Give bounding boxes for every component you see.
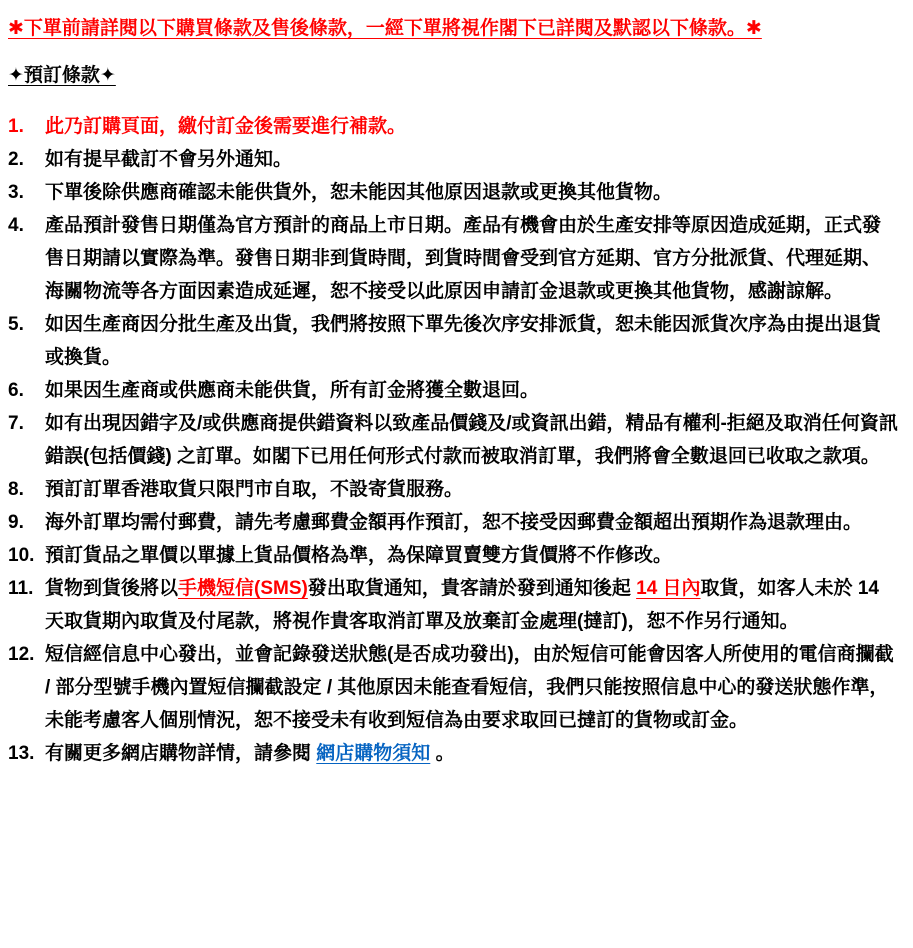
term-text: [45, 143, 899, 176]
term-text: [45, 572, 899, 638]
term-text: [45, 176, 899, 209]
term-item-7: [8, 407, 899, 473]
term-segment: 預訂訂單香港取貨只限門市自取，不設寄貨服務。: [45, 479, 464, 500]
notice-header: ✱下單前請詳閱以下購買條款及售後條款，一經下單將視作閣下已詳閱及默認以下條款。✱: [8, 18, 762, 39]
term-text: [45, 638, 899, 737]
term-text: [45, 407, 899, 473]
term-number: 8.: [8, 479, 24, 500]
term-segment: 貨物到貨後將以: [45, 578, 179, 599]
term-number: 10.: [8, 545, 35, 566]
term-number: 3.: [8, 182, 24, 203]
term-number: 13.: [8, 743, 35, 764]
term-text: [45, 308, 899, 374]
term-segment: 海外訂單均需付郵費，請先考慮郵費金額再作預訂，恕不接受因郵費金額超出預期作為退款理由。: [45, 512, 863, 533]
term-item-3: [8, 176, 899, 209]
term-text: [45, 473, 899, 506]
term-segment: 此乃訂購頁面，繳付訂金後需要進行補款。: [45, 116, 407, 137]
term-number: 4.: [8, 215, 24, 236]
term-text: [45, 209, 899, 308]
term-item-2: [8, 143, 899, 176]
shop-guide-link[interactable]: 網店購物須知: [316, 743, 431, 764]
term-number: 2.: [8, 149, 24, 170]
term-text: [45, 110, 899, 143]
term-number: 11.: [8, 578, 34, 599]
term-item-6: [8, 374, 899, 407]
term-number: 12.: [8, 644, 35, 665]
term-segment: 有關更多網店購物詳情，請參閱: [45, 743, 317, 764]
terms-list: [8, 110, 899, 770]
term-segment: 取貨，如客人未於 14 天取貨期內取貨及付尾款，將視作貴客取消訂單及放棄訂金處理(撻訂)，恕不作另行通知。: [45, 578, 879, 632]
term-segment: 如有提早截訂不會另外通知。: [45, 149, 293, 170]
term-text: [45, 374, 899, 407]
term-segment: 短信經信息中心發出，並會記錄發送狀態(是否成功發出)，由於短信可能會因客人所使用的電信商攔截 / 部分型號手機內置短信攔截設定 / 其他原因未能查看短信，我們只能按照信息中心的發送狀態作準，未能考慮客人個別情況，恕不接受未有收到短信為由要求取回已撻訂的貨物或訂金。: [45, 644, 894, 731]
term-segment: 下單後除供應商確認未能供貨外，恕未能因其他原因退款或更換其他貨物。: [45, 182, 673, 203]
term-number: 1.: [8, 116, 24, 137]
term-text: [45, 737, 899, 770]
term-item-1: [8, 110, 899, 143]
term-item-10: [8, 539, 899, 572]
term-text: [45, 506, 899, 539]
term-item-12: [8, 638, 899, 737]
term-segment: 預訂貨品之單價以單據上貨品價格為準，為保障買賣雙方貨價將不作修改。: [45, 545, 673, 566]
term-number: 6.: [8, 380, 24, 401]
term-segment: 發出取貨通知，貴客請於發到通知後起: [307, 578, 637, 599]
term-item-9: [8, 506, 899, 539]
term-segment: 手機短信(SMS): [178, 578, 308, 599]
term-text: [45, 539, 899, 572]
section-title: [8, 59, 899, 92]
term-segment: 14 日內: [636, 578, 701, 599]
term-segment: 如有出現因錯字及/或供應商提供錯資料以致產品價錢及/或資訊出錯，精品有權利-拒絕及取消任何資訊錯誤(包括價錢) 之訂單。如閣下已用任何形式付款而被取消訂單，我們將會全數退回已收取之款項。: [45, 413, 898, 467]
section-title-text: ✦預訂條款✦: [8, 65, 116, 86]
term-number: 5.: [8, 314, 24, 335]
term-number: 9.: [8, 512, 24, 533]
term-item-11: [8, 572, 899, 638]
term-segment: 。: [430, 743, 455, 764]
term-item-8: [8, 473, 899, 506]
term-item-13: [8, 737, 899, 770]
term-segment: 如果因生產商或供應商未能供貨，所有訂金將獲全數退回。: [45, 380, 540, 401]
term-segment: 產品預計發售日期僅為官方預計的商品上市日期。產品有機會由於生產安排等原因造成延期，正式發售日期請以實際為準。發售日期非到貨時間，到貨時間會受到官方延期、官方分批派貨、代理延期、海關物流等各方面因素造成延遲，恕不接受以此原因申請訂金退款或更換其他貨物，感謝諒解。: [45, 215, 882, 302]
term-item-4: [8, 209, 899, 308]
term-segment: 如因生產商因分批生產及出貨，我們將按照下單先後次序安排派貨，恕未能因派貨次序為由提出退貨或換貨。: [45, 314, 882, 368]
term-item-5: [8, 308, 899, 374]
term-number: 7.: [8, 413, 24, 434]
